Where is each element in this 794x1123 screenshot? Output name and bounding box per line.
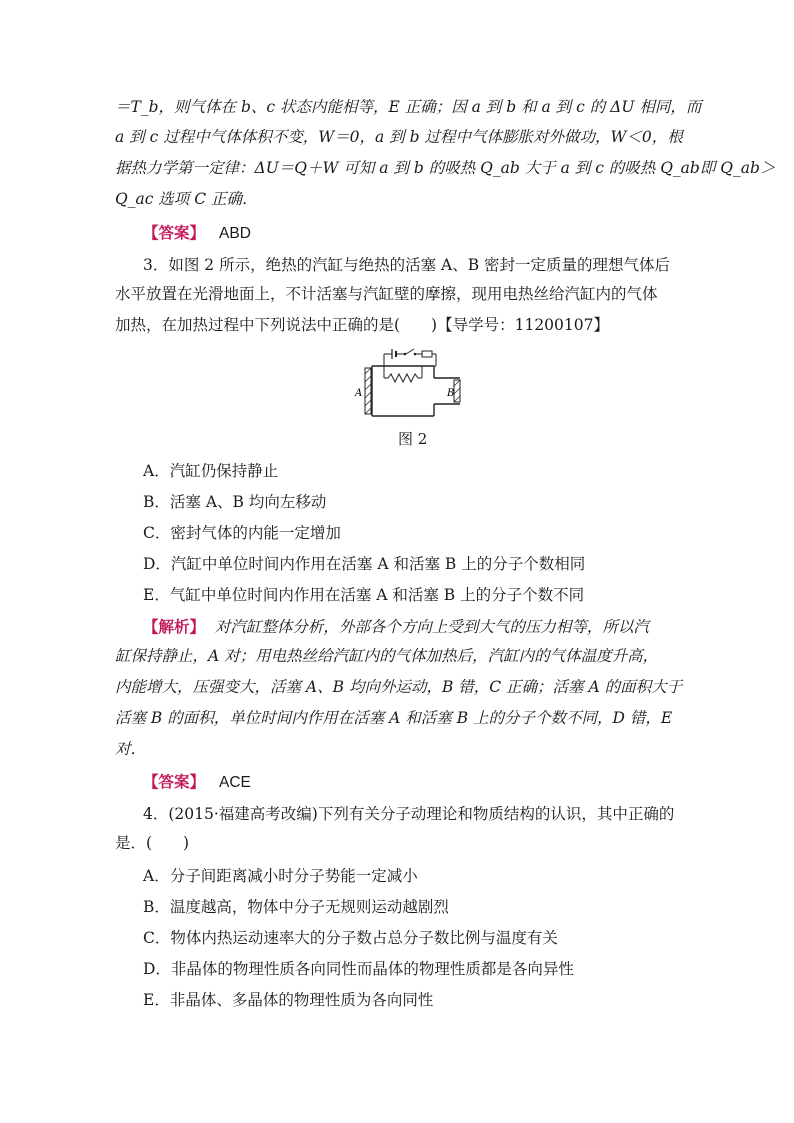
analysis-label: 【解析】 xyxy=(143,617,206,636)
figure-caption: 图 2 xyxy=(398,430,428,448)
q3-option-d: D．汽缸中单位时间内作用在活塞 A 和活塞 B 上的分子个数相同 xyxy=(143,555,586,573)
q3-stem-line-3: 加热，在加热过程中下列说法中正确的是( )【导学号：11200107】 xyxy=(115,316,609,334)
q3-analysis-line-5: 对． xyxy=(115,740,147,758)
q3-analysis-line-4: 活塞 B 的面积，单位时间内作用在活塞 A 和活塞 B 上的分子个数不同，D 错，E xyxy=(115,709,673,727)
q3-stem-line-2: 水平放置在光滑地面上，不计活塞与汽缸壁的摩擦，现用电热丝给汽缸内的气体 xyxy=(115,285,658,303)
answer-label: 【答案】 xyxy=(143,772,206,791)
q4-option-d: D．非晶体的物理性质各向同性而晶体的物理性质都是各向异性 xyxy=(143,960,574,978)
q3-answer-row xyxy=(143,770,251,792)
q4-stem-line-2: 是．( ) xyxy=(115,834,190,852)
q3-option-a: A．汽缸仍保持静止 xyxy=(143,462,279,480)
q2-answer-value: ABD xyxy=(219,225,251,242)
q3-option-b: B．活塞 A、B 均向左移动 xyxy=(143,493,327,511)
q3-analysis-line-2: 缸保持静止，A 对；用电热丝给汽缸内的气体加热后，汽缸内的气体温度升高， xyxy=(115,647,659,665)
q3-answer-value: ACE xyxy=(219,774,251,791)
q3-stem-line-1: 3．如图 2 所示，绝热的汽缸与绝热的活塞 A、B 密封一定质量的理想气体后 xyxy=(143,256,671,274)
q4-option-a: A．分子间距离减小时分子势能一定减小 xyxy=(143,867,418,885)
q3-option-c: C．密封气体的内能一定增加 xyxy=(143,524,341,542)
analysis-text-1: 对汽缸整体分析，外部各个方向上受到大气的压力相等，所以汽 xyxy=(214,618,649,636)
answer-label: 【答案】 xyxy=(143,223,206,242)
piston-b-label: B xyxy=(447,388,455,399)
piston-a-label: A xyxy=(355,388,363,399)
q4-stem-line-1: 4．(2015·福建高考改编)下列有关分子动理论和物质结构的认识，其中正确的 xyxy=(143,805,675,823)
q2-tail-line-4: Q_ac 选项 C 正确． xyxy=(115,190,258,208)
q4-option-b: B．温度越高，物体中分子无规则运动越剧烈 xyxy=(143,898,449,916)
q4-option-e: E．非晶体、多晶体的物理性质为各向同性 xyxy=(143,991,434,1009)
q3-analysis-line-3: 内能增大，压强变大，活塞 A、B 均向外运动，B 错，C 正确；活塞 A 的面积大于 xyxy=(115,678,683,696)
q2-answer-row xyxy=(143,221,251,243)
q4-option-c: C．物体内热运动速率大的分子数占总分子数比例与温度有关 xyxy=(143,929,558,947)
q3-option-e: E．气缸中单位时间内作用在活塞 A 和活塞 B 上的分子个数不同 xyxy=(143,586,585,604)
q2-tail-line-1: ＝T_b，则气体在 b、c 状态内能相等，E 正确；因 a 到 b 和 a 到 c 的 ΔU 相同，而 xyxy=(115,98,702,116)
q2-tail-line-3: 据热力学第一定律：ΔU＝Q＋W 可知 a 到 b 的吸热 Q_ab 大于 a 到 c 的吸热 Q_ab即 Q_ab＞ xyxy=(115,159,776,177)
figure-2-cylinder-diagram xyxy=(352,346,464,418)
q3-analysis-line-1 xyxy=(143,615,649,637)
q2-tail-line-2: a 到 c 过程中气体体积不变，W＝0，a 到 b 过程中气体膨胀对外做功，W＜0，根 xyxy=(115,128,683,146)
